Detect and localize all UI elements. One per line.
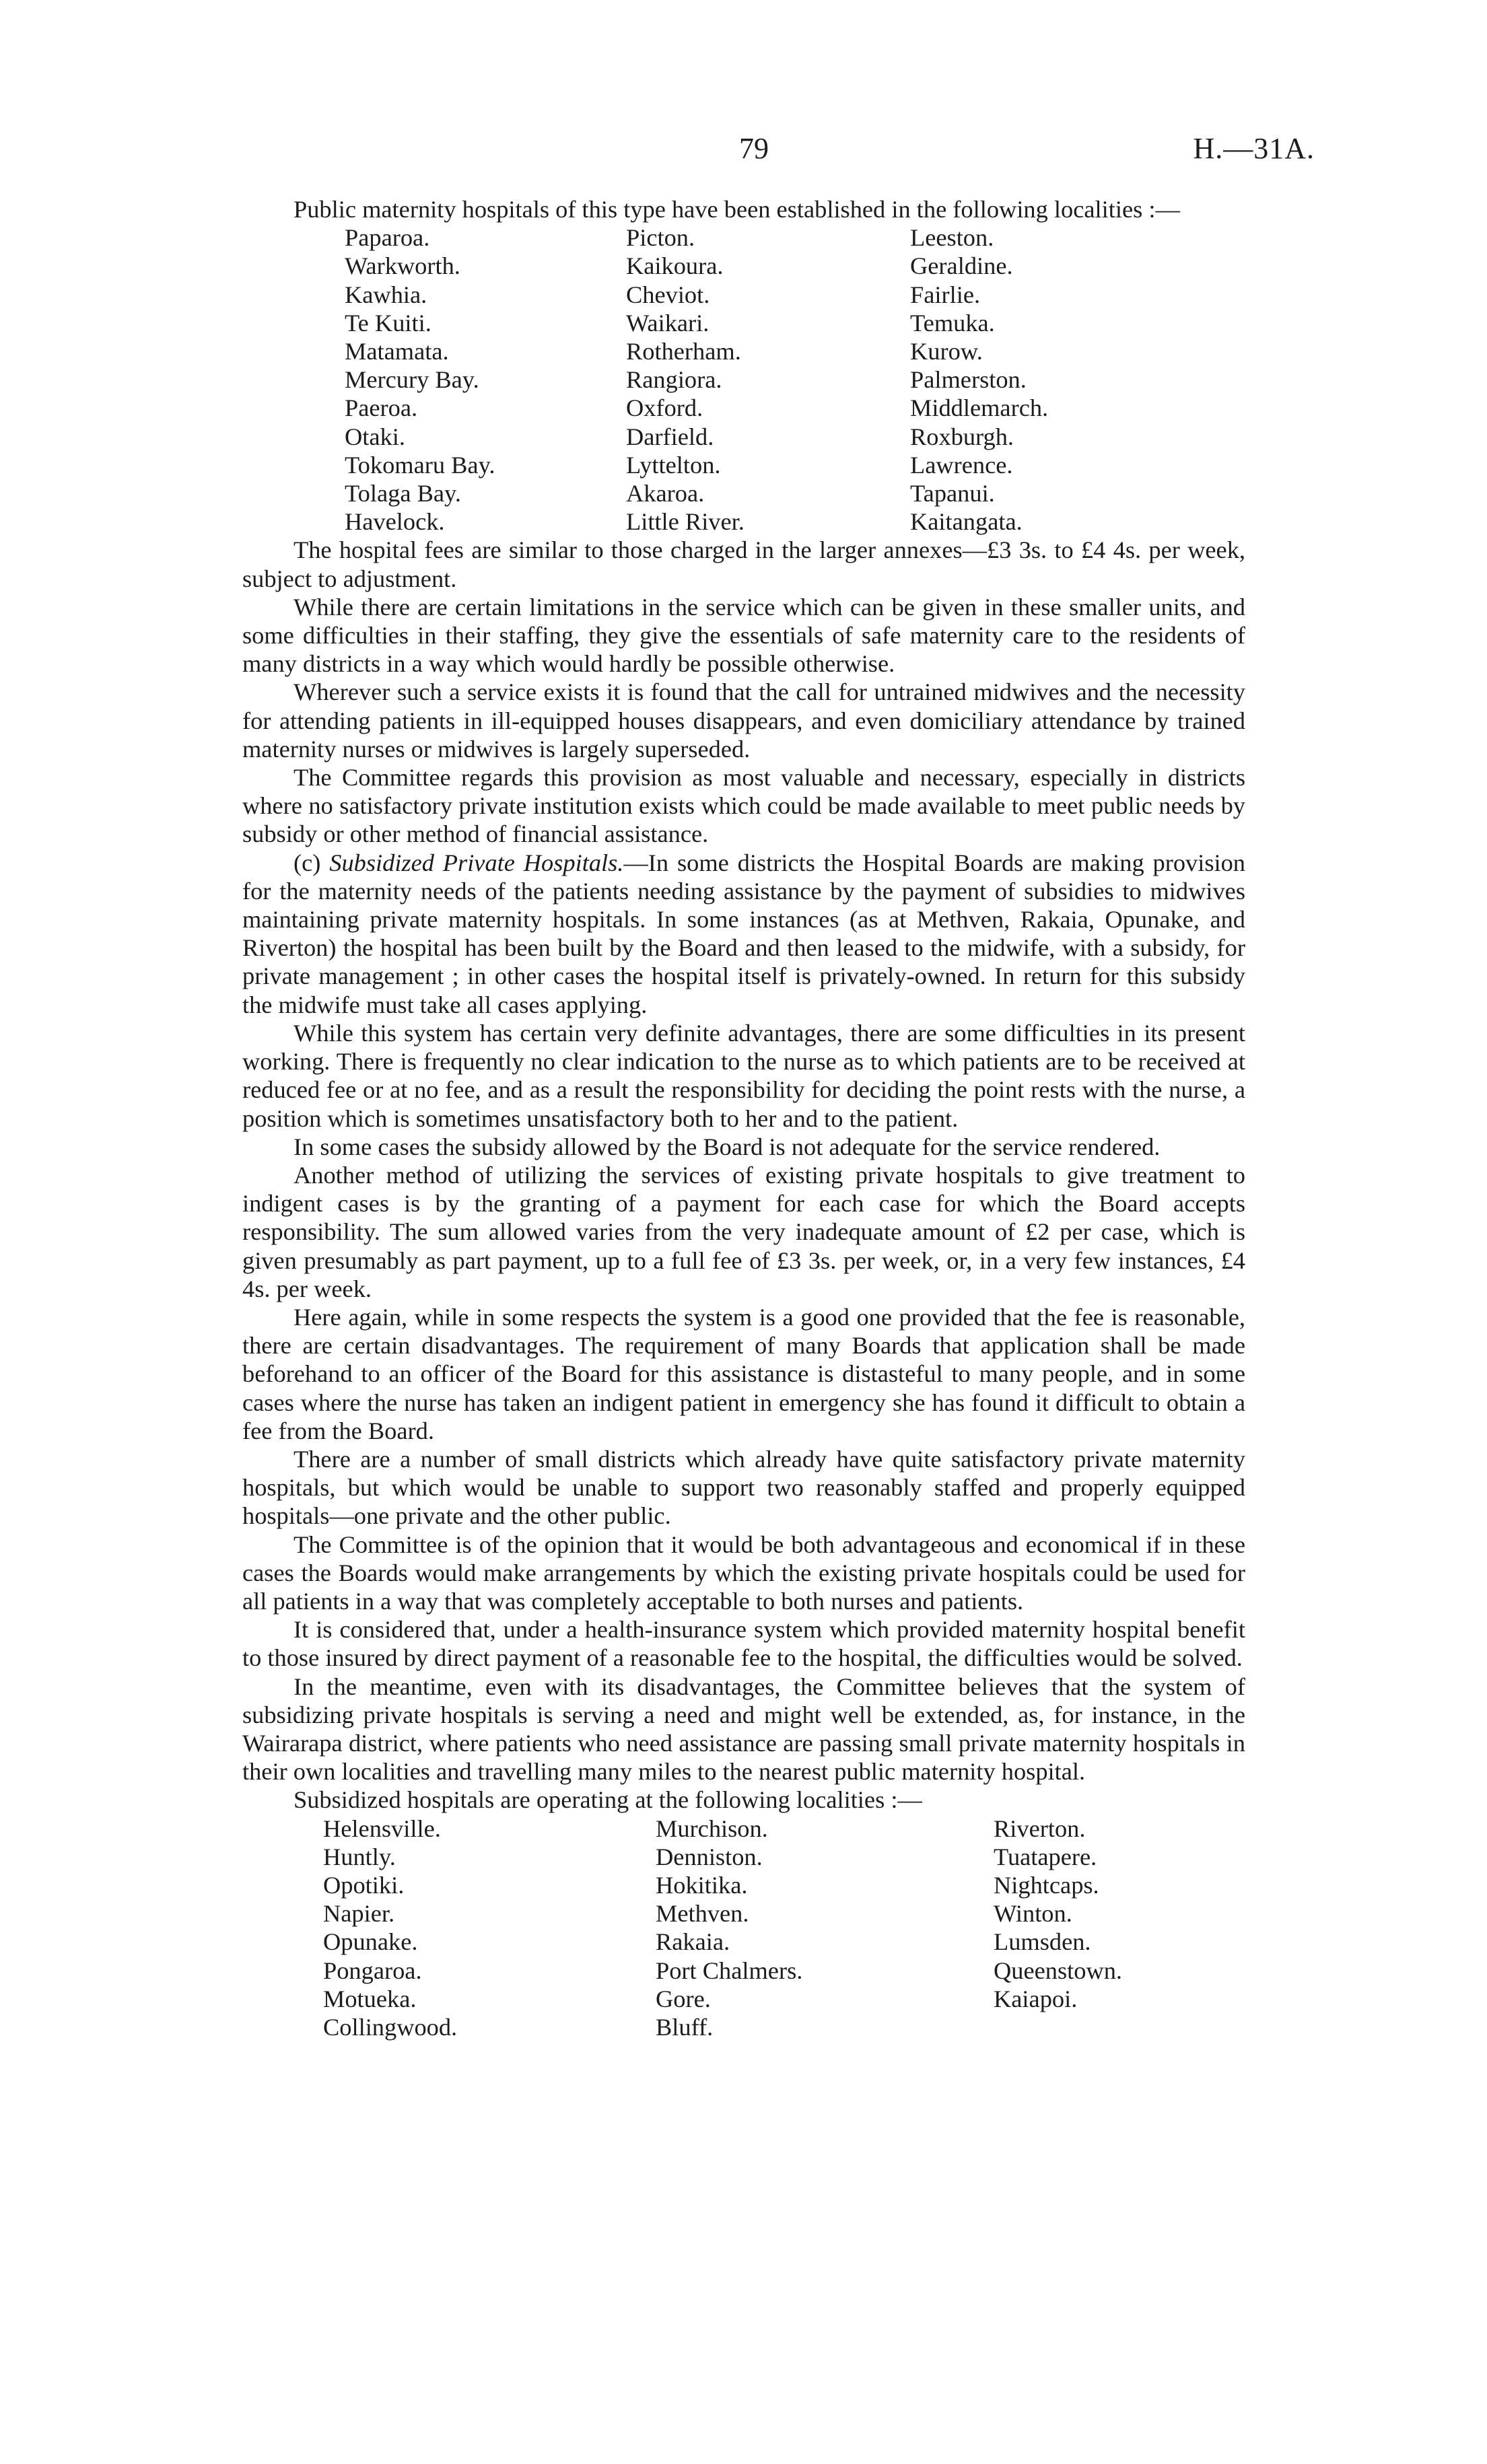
locality-name: Hokitika. [656,1871,748,1899]
locality-name: Roxburgh. [910,423,1014,450]
public-localities-list [242,223,1245,536]
document-reference: H.—31A. [1193,132,1315,165]
body-paragraph: It is considered that, under a health-insurance system which provided maternity hospital benefit to those insured by direct payment of a reasonable fee to the hospital, the difficulties would be solved. [242,1616,1245,1672]
locality-name: Paparoa. [345,224,430,252]
locality-name: Kawhia. [345,281,427,308]
locality-name: Tapanui. [910,480,995,507]
locality-name: Otaki. [345,423,405,450]
body-paragraph: Another method of utilizing the services of existing private hospitals to give treatment to indigent cases is by the granting of a payment for each case for which the Board accepts responsibility. The sum allowed varies from the very inadequate amount of £2 per case, which is given presumably as part payment, up to a full fee of £3 3s. per week, or, in a very few instances, £4 4s. per week. [242,1161,1245,1302]
locality-name: Mercury Bay. [345,366,479,394]
locality-name: Rangiora. [626,366,722,394]
locality-name: Warkworth. [345,252,460,280]
locality-name: Nightcaps. [994,1871,1099,1899]
locality-name: Pongaroa. [323,1957,422,1984]
body-paragraph: There are a number of small districts which already have quite satisfactory private maternity hospitals, but which would be unable to support two reasonably staffed and properly equipped hospitals—one private and the other public. [242,1445,1245,1530]
body-paragraph: While this system has certain very definite advantages, there are some difficulties in its present working. There is frequently no clear indication to the nurse as to which patients are to be received at reduced fee or at no fee, and as a result the responsibility for deciding the point rests with the nurse, a position which is sometimes unsatisfactory both to her and to the patient. [242,1019,1245,1132]
locality-name: Te Kuiti. [345,309,431,337]
locality-name: Lumsden. [994,1928,1091,1956]
locality-name: Kaiapoi. [994,1985,1078,2012]
body-paragraph: In some cases the subsidy allowed by the Board is not adequate for the service rendered. [293,1133,1161,1160]
locality-name: Darfield. [626,423,714,450]
locality-name: Huntly. [323,1843,396,1870]
locality-name: Leeston. [910,224,994,252]
locality-name: Temuka. [910,309,995,337]
locality-name: Riverton. [994,1815,1086,1842]
locality-name: Opotiki. [323,1871,405,1899]
paragraph-group-a [242,536,1245,848]
locality-name: Gore. [656,1985,711,2012]
section-c-paragraph [242,849,1245,1019]
locality-name: Fairlie. [910,281,981,308]
locality-name: Winton. [994,1900,1072,1928]
body-paragraph: The Committee is of the opinion that it would be both advantageous and economical if in these cases the Boards would make arrangements by which the existing private hospitals could be used for all patients in a way that was completely acceptable to both nurses and patients. [242,1530,1245,1615]
section-c-label: (c) [293,849,321,876]
locality-name: Opunake. [323,1928,418,1956]
locality-name: Picton. [626,224,695,252]
locality-name: Bluff. [656,2014,714,2041]
body-paragraph: Here again, while in some respects the system is a good one provided that the fee is reasonable, there are certain disadvantages. The requirement of many Boards that application shall be made beforehand to an officer of the Board for this assistance is distasteful to many people, and in some cases where the nurse has taken an indigent patient in emergency she has found it difficult to obtain a fee from the Board. [242,1303,1245,1444]
body-paragraph: While there are certain limitations in the service which can be given in these smaller units, and some difficulties in their staffing, they give the essentials of safe maternity care to the residents of many districts in a way which would hardly be possible otherwise. [242,593,1245,678]
locality-name: Geraldine. [910,252,1013,280]
body-paragraph: The hospital fees are similar to those charged in the larger annexes—£3 3s. to £4 4s. per week, subject to adjustment. [242,536,1245,592]
paragraph-group-b [242,1019,1245,1815]
locality-name: Tuatapere. [994,1843,1097,1870]
locality-name: Methven. [656,1900,749,1928]
locality-name: Napier. [323,1900,395,1928]
locality-name: Kurow. [910,338,983,365]
locality-name: Murchison. [656,1815,768,1842]
locality-name: Tokomaru Bay. [345,451,495,479]
locality-name: Havelock. [345,508,445,536]
locality-name: Waikari. [626,309,710,337]
locality-name: Collingwood. [323,2014,458,2041]
locality-name: Lawrence. [910,451,1013,479]
locality-name [994,2013,1245,2041]
locality-name: Motueka. [323,1985,417,2012]
locality-name: Cheviot. [626,281,710,308]
intro-paragraph: Public maternity hospitals of this type have been established in the following localities :— [293,196,1180,223]
locality-name: Tolaga Bay. [345,480,461,507]
locality-name: Rakaia. [656,1928,730,1956]
page-number: 79 [739,132,769,165]
locality-name: Little River. [626,508,745,536]
locality-name: Queenstown. [994,1957,1123,1984]
locality-name: Middlemarch. [910,394,1049,422]
body-paragraph: In the meantime, even with its disadvantages, the Committee believes that the system of subsidizing private hospitals is serving a need and might well be extended, as, for instance, in the Wairarapa district, where patients who need assistance are passing small private maternity hospitals in their own localities and travelling many miles to the nearest public maternity hospital. [242,1673,1245,1786]
locality-name: Port Chalmers. [656,1957,803,1984]
locality-name: Matamata. [345,338,449,365]
subsidized-localities-list [242,1815,1245,2042]
locality-name: Akaroa. [626,480,705,507]
body-paragraph: Subsidized hospitals are operating at the following localities :— [293,1786,922,1814]
locality-name: Rotherham. [626,338,741,365]
locality-name: Paeroa. [345,394,418,422]
document-body [242,195,1245,2041]
locality-name: Kaikoura. [626,252,724,280]
section-c-heading: Subsidized Private Hospitals. [329,849,624,876]
section-c-text: —In some districts the Hospital Boards are making provision for the maternity needs of the patients needing assistance by the payment of subsidies to midwives maintaining private maternity hospitals. In some instances (as at Methven, Rakaia, Opunake, and Riverton) the hospital has been built by the Board and then leased to the midwife, with a subsidy, for private management ; in other cases the hospital itself is privately-owned. In return for this subsidy the midwife must take all cases applying. [242,849,1245,1018]
body-paragraph: The Committee regards this provision as most valuable and necessary, especially in districts where no satisfactory private institution exists which could be made available to meet public needs by subsidy or other method of financial assistance. [242,764,1245,848]
locality-name: Helensville. [323,1815,441,1842]
locality-name: Palmerston. [910,366,1027,394]
body-paragraph: Wherever such a service exists it is found that the call for untrained midwives and the necessity for attending patients in ill-equipped houses disappears, and even domiciliary attendance by trained maternity nurses or midwives is largely superseded. [242,678,1245,763]
locality-name: Kaitangata. [910,508,1023,536]
locality-name: Denniston. [656,1843,763,1870]
locality-name: Lyttelton. [626,451,721,479]
locality-name: Oxford. [626,394,703,422]
